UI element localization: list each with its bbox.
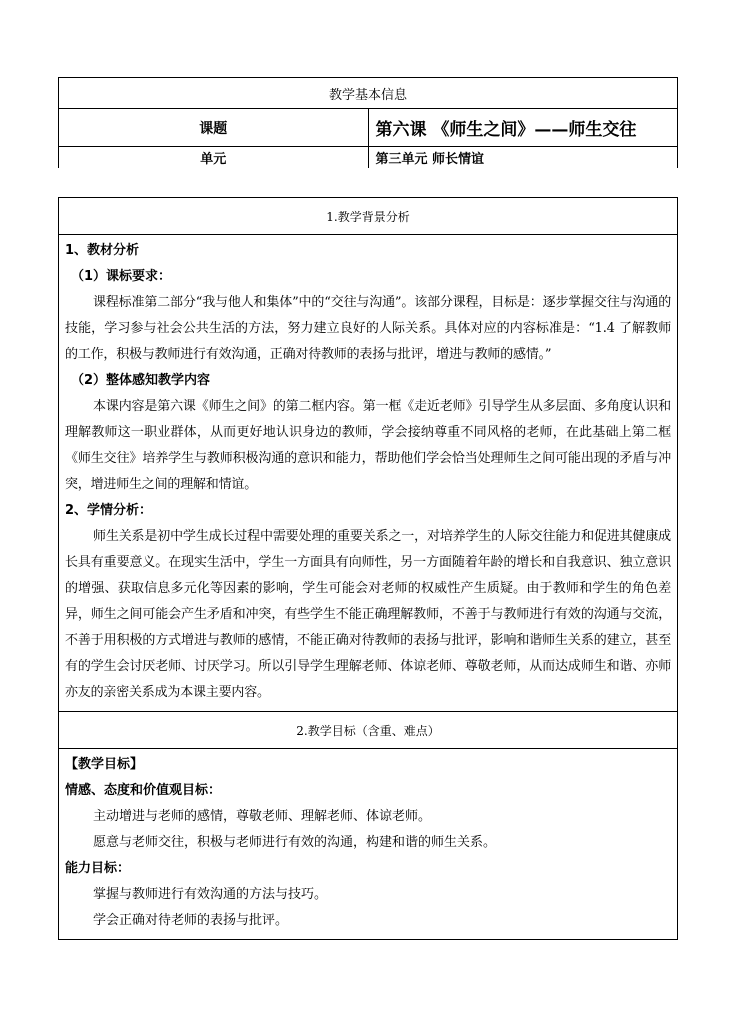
ability-goal-item: 掌握与教师进行有效沟通的方法与技巧。 [93, 887, 328, 902]
section1-body [59, 235, 678, 712]
basic-info-table [58, 77, 678, 168]
unit-value: 第三单元 师长情谊 [368, 147, 678, 169]
ability-goal-item: 学会正确对待老师的表扬与批评。 [93, 913, 289, 928]
ability-goals-heading: 能力目标： [65, 861, 131, 876]
unit-label: 单元 [59, 147, 369, 169]
student-analysis-heading: 2、学情分析： [65, 503, 153, 518]
content-overview-paragraph: 本课内容是第六课《师生之间》的第二框内容。第一框《走近老师》引导学生从多层面、多角度认识和理解教师这一职业群体，从而更好地认识身边的教师，学会接纳尊重不同风格的老师，在此基础上第二框《师生交往》培养学生与教师积极沟通的意识和能力，帮助他们学会恰当处理师生之间可能出现的矛盾与冲突，增进师生之间的理解和情谊。 [65, 399, 671, 492]
emotion-goals-heading: 情感、态度和价值观目标： [65, 783, 222, 798]
section1-title: 1.教学背景分析 [59, 198, 678, 235]
curriculum-standard-heading: （1）课标要求： [71, 269, 172, 284]
teaching-goals-heading: 【教学目标】 [65, 757, 144, 772]
content-overview-heading: （2）整体感知教学内容 [71, 373, 211, 388]
section2-body [59, 749, 678, 940]
section2-title: 2.教学目标（含重、难点） [59, 712, 678, 749]
textbook-analysis-heading: 1、教材分析 [65, 243, 140, 258]
topic-label: 课题 [59, 109, 369, 147]
emotion-goal-item: 愿意与老师交往，积极与老师进行有效的沟通，构建和谐的师生关系。 [93, 835, 497, 850]
curriculum-standard-paragraph: 课程标准第二部分“我与他人和集体”中的“交往与沟通”。该部分课程，目标是：逐步掌握交往与沟通的技能，学习参与社会公共生活的方法，努力建立良好的人际关系。具体对应的内容标准是：“1.4 了解教师的工作，积极与教师进行有效沟通，正确对待教师的表扬与批评，增进与教师的感情。” [65, 295, 671, 362]
basic-info-header: 教学基本信息 [59, 78, 678, 109]
emotion-goal-item: 主动增进与老师的感情，尊敬老师、理解老师、体谅老师。 [93, 809, 432, 824]
lesson-plan-table [58, 197, 678, 940]
student-analysis-paragraph: 师生关系是初中学生成长过程中需要处理的重要关系之一，对培养学生的人际交往能力和促进其健康成长具有重要意义。在现实生活中，学生一方面具有向师性，另一方面随着年龄的增长和自我意识、独立意识的增强、获取信息多元化等因素的影响，学生可能会对老师的权威性产生质疑。由于教师和学生的角色差异，师生之间可能会产生矛盾和冲突，有些学生不能正确理解教师，不善于与教师进行有效的沟通与交流，不善于用积极的方式增进与教师的感情，不能正确对待教师的表扬与批评，影响和谐师生关系的建立，甚至有的学生会讨厌老师、讨厌学习。所以引导学生理解老师、体谅老师、尊敬老师，从而达成师生和谐、亦师亦友的亲密关系成为本课主要内容。 [65, 529, 671, 700]
topic-value: 第六课 《师生之间》——师生交往 [368, 109, 678, 147]
